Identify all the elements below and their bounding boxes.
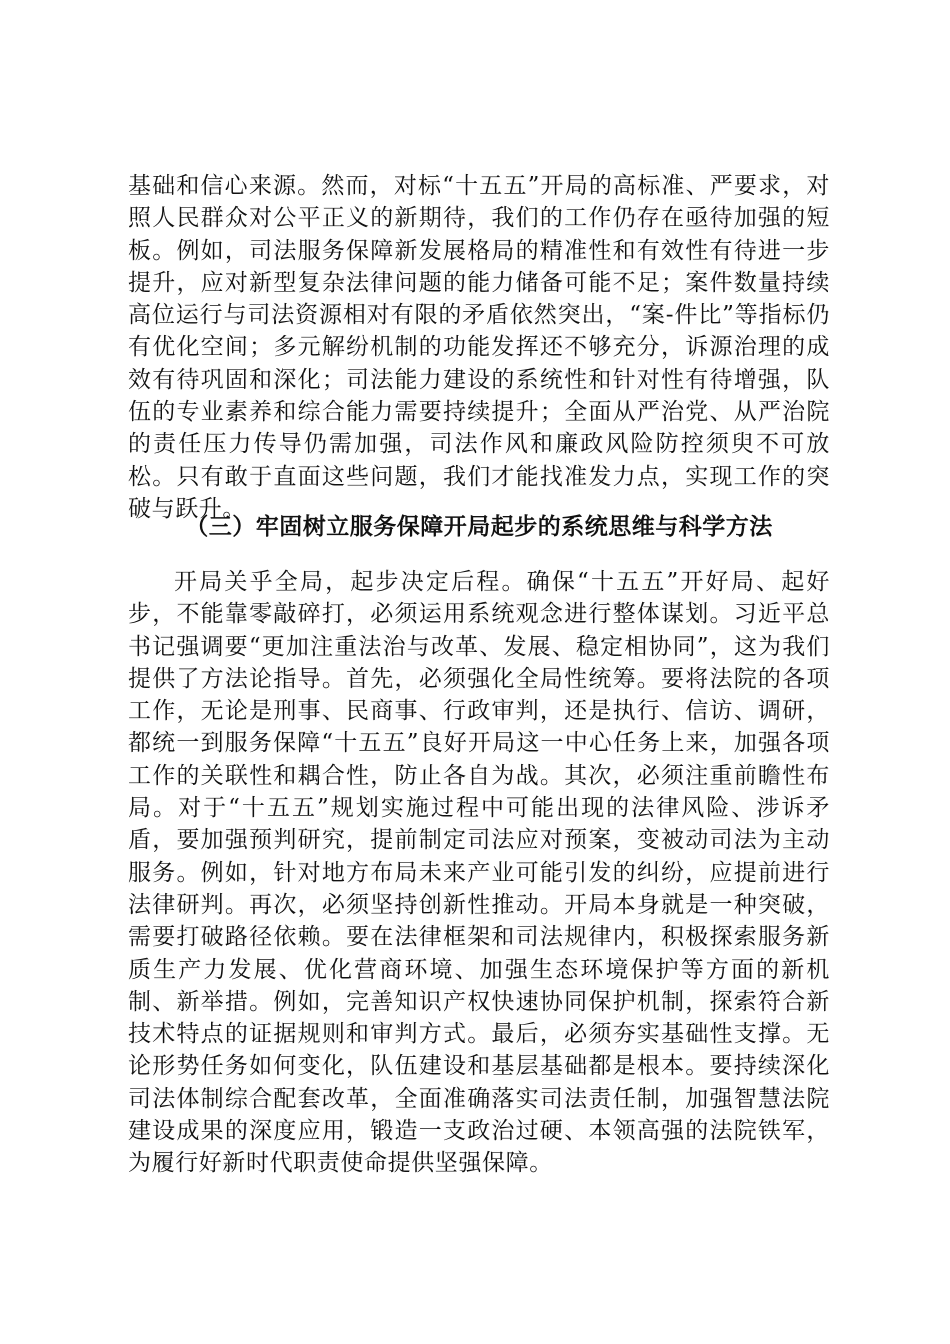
section-heading: （三）牢固树立服务保障开局起步的系统思维与科学方法 — [185, 514, 773, 540]
body-paragraph-continued: 基础和信心来源。然而，对标“十五五”开局的高标准、严要求，对照人民群众对公平正义的新期待，我们的工作仍存在亟待加强的短板。例如，司法服务保障新发展格局的精准性和有效性有待进一步提升，应对新型复杂法律问题的能力储备可能不足；案件数量持续高位运行与司法资源相对有限的矛盾依然突出，“案-件比”等指标仍有优化空间；多元解纷机制的功能发挥还不够充分，诉源治理的成效有待巩固和深化；司法能力建设的系统性和针对性有待增强，队伍的专业素养和综合能力需要持续提升；全面从严治党、从严治院的责任压力传导仍需加强，司法作风和廉政风险防控须臾不可放松。只有敢于直面这些问题，我们才能找准发力点，实现工作的突破与跃升。 — [128, 173, 830, 522]
body-paragraph-section: 开局关乎全局，起步决定后程。确保“十五五”开好局、起好步，不能靠零敲碎打，必须运用系统观念进行整体谋划。习近平总书记强调要“更加注重法治与改革、发展、稳定相协同”，这为我们提供了方法论指导。首先，必须强化全局性统筹。要将法院的各项工作，无论是刑事、民商事、行政审判，还是执行、信访、调研，都统一到服务保障“十五五”良好开局这一中心任务上来，加强各项工作的关联性和耦合性，防止各自为战。其次，必须注重前瞻性布局。对于“十五五”规划实施过程中可能出现的法律风险、涉诉矛盾，要加强预判研究，提前制定司法应对预案，变被动司法为主动服务。例如，针对地方布局未来产业可能引发的纠纷，应提前进行法律研判。再次，必须坚持创新性推动。开局本身就是一种突破，需要打破路径依赖。要在法律框架和司法规律内，积极探索服务新质生产力发展、优化营商环境、加强生态环境保护等方面的新机制、新举措。例如，完善知识产权快速协同保护机制，探索符合新技术特点的证据规则和审判方式。最后，必须夯实基础性支撑。无论形势任务如何变化，队伍建设和基层基础都是根本。要持续深化司法体制综合配套改革，全面准确落实司法责任制，加强智慧法院建设成果的深度应用，锻造一支政治过硬、本领高强的法院铁军，为履行好新时代职责使命提供坚强保障。 — [128, 569, 830, 1177]
